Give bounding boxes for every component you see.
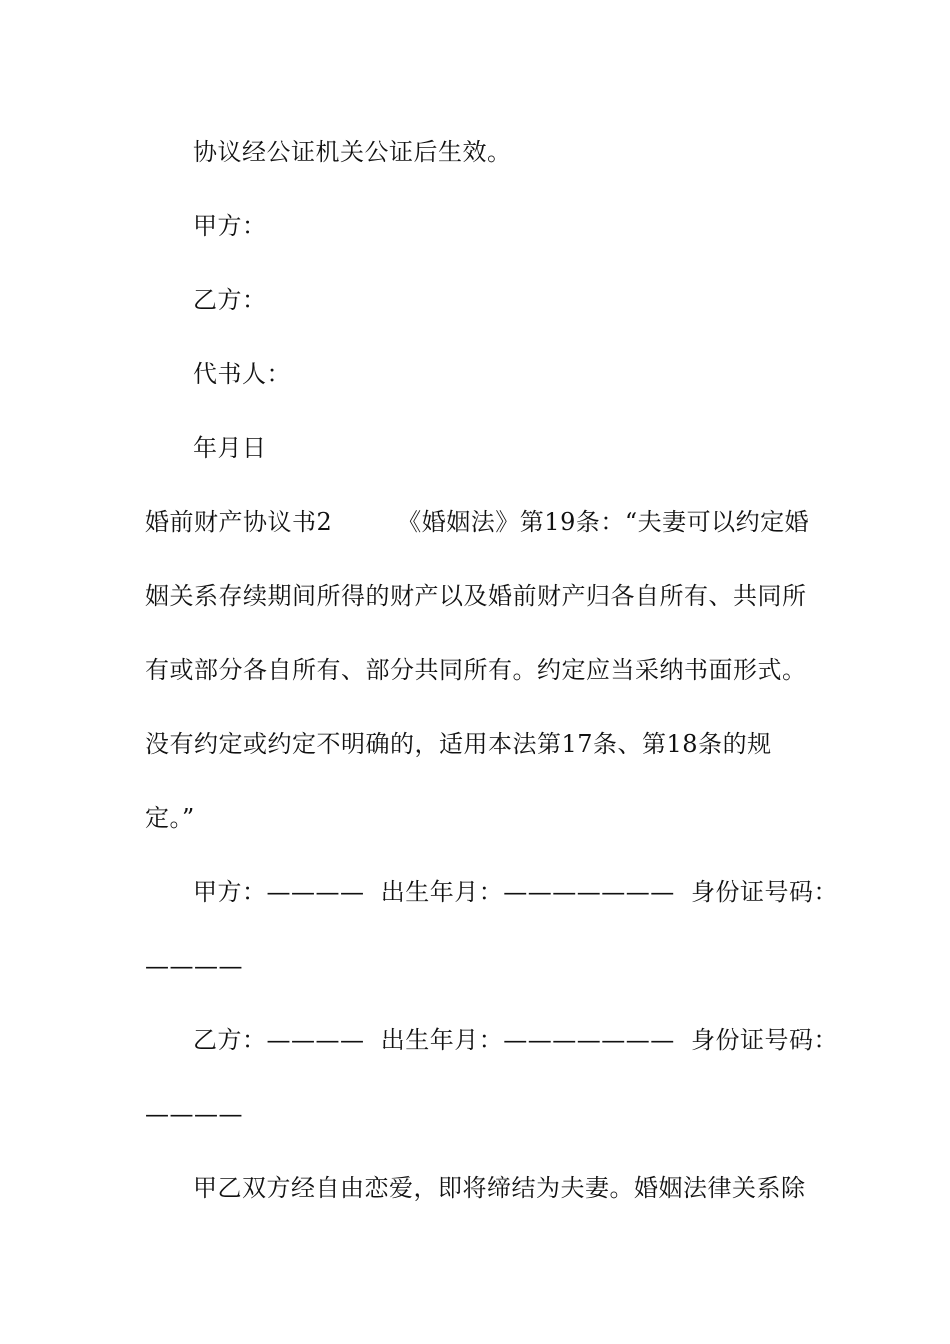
text-line-party-a-id: ———— [145, 952, 243, 980]
text-line-party-a-info: 甲方：———— 出生年月：——————— 身份证号码： [193, 878, 839, 906]
text-line-effective: 协议经公证机关公证后生效。 [193, 138, 512, 166]
text-line-party-a: 甲方： [193, 212, 267, 240]
text-line-body: 甲乙双方经自由恋爱，即将缔结为夫妻。婚姻法律关系除 [193, 1174, 806, 1202]
text-line-body: 定。” [145, 804, 195, 832]
text-line-body: 有或部分各自所有、部分共同所有。约定应当采纳书面形式。 [145, 656, 807, 684]
text-line-party-b: 乙方： [193, 286, 267, 314]
text-line-party-b-id: ———— [145, 1100, 243, 1128]
text-line-date: 年月日 [193, 434, 267, 462]
text-line-body: 姻关系存续期间所得的财产以及婚前财产归各自所有、共同所 [145, 582, 807, 610]
text-line-title: 婚前财产协议书2 《婚姻法》第19条：“夫妻可以约定婚 [145, 508, 810, 536]
text-line-scribe: 代书人： [193, 360, 291, 388]
text-line-party-b-info: 乙方：———— 出生年月：——————— 身份证号码： [193, 1026, 839, 1054]
text-line-body: 没有约定或约定不明确的，适用本法第17条、第18条的规 [145, 730, 772, 758]
